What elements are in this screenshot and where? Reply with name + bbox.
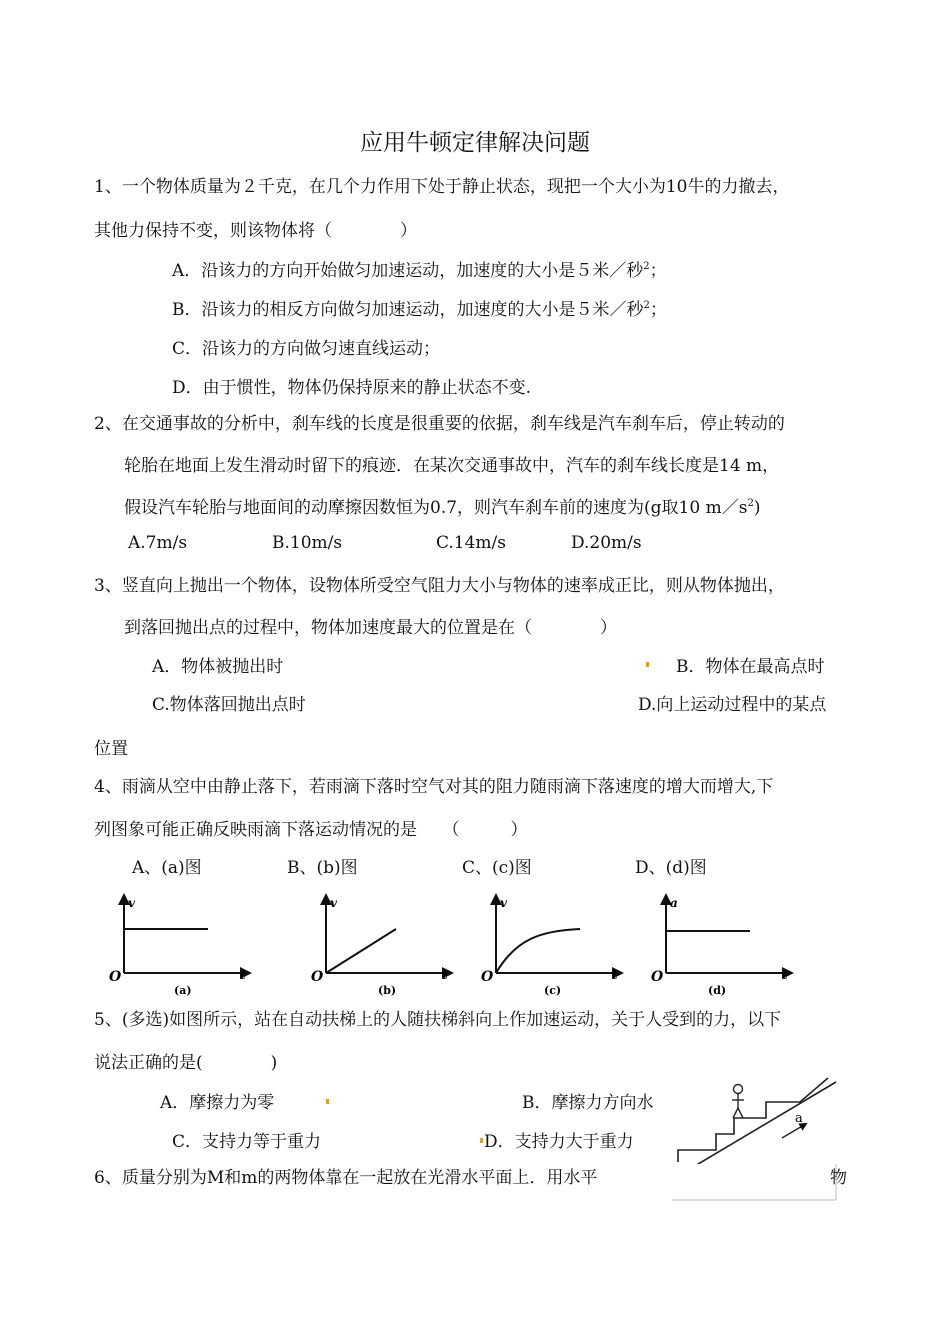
- escalator-incline: [678, 1082, 836, 1176]
- y-label: v: [128, 896, 135, 910]
- q1-option-b: B．沿该力的相反方向做匀加速运动，加速度的大小是５米／秒$^2$；: [172, 300, 667, 320]
- q2-option-a: A.7m/s: [128, 533, 188, 553]
- q4-line1: 4、雨滴从空中由静止落下，若雨滴下落时空气对其的阻力随雨滴下落速度的增大而增大,下: [94, 777, 774, 797]
- q5-option-a: A．摩擦力为零: [160, 1093, 275, 1113]
- y-label: v: [330, 896, 337, 910]
- graph-caption: (a): [174, 984, 192, 997]
- q3-line1: 3、竖直向上抛出一个物体，设物体所受空气阻力大小与物体的速率成正比，则从物体抛出，: [94, 576, 785, 596]
- q2-option-d: D.20m/s: [571, 533, 642, 553]
- stray-mark: [480, 1138, 483, 1143]
- q5-option-c: C．支持力等于重力: [172, 1132, 322, 1152]
- q5-option-d: D．支持力大于重力: [484, 1132, 634, 1152]
- q5-line1: 5、(多选)如图所示，站在自动扶梯上的人随扶梯斜向上作加速运动，关于人受到的力，以下: [94, 1010, 782, 1030]
- graph-caption: (b): [378, 984, 397, 997]
- graph-caption: (c): [544, 984, 562, 997]
- q1-line2: 其他力保持不变，则该物体将（ ）: [94, 221, 417, 241]
- q2-option-b: B.10m/s: [272, 533, 343, 553]
- q1-option-c: C．沿该力的方向做匀速直线运动；: [172, 339, 441, 359]
- page-title: 应用牛顿定律解决问题: [360, 130, 590, 156]
- escalator-figure: [672, 1072, 842, 1202]
- figure-mask: [672, 1164, 836, 1200]
- q1-option-a: A．沿该力的方向开始做匀加速运动，加速度的大小是５米／秒$^2$；: [172, 261, 667, 281]
- q3-option-d-continued: 位置: [94, 739, 128, 759]
- q6-line1-tail: 物: [830, 1168, 847, 1188]
- person-icon: [732, 1085, 744, 1119]
- origin-label: O: [481, 969, 494, 985]
- q3-option-c: C.物体落回抛出点时: [152, 695, 306, 715]
- acceleration-label: a: [795, 1111, 803, 1126]
- graph-caption: (d): [708, 984, 727, 997]
- q4-option-c: C、(c)图: [462, 858, 532, 878]
- stray-mark: [646, 662, 649, 667]
- q2-line1: 2、在交通事故的分析中，刹车线的长度是很重要的依据，刹车线是汽车刹车后，停止转动的: [94, 414, 785, 434]
- q3-line2: 到落回抛出点的过程中，物体加速度最大的位置是在（ ）: [124, 618, 617, 638]
- graph-a: [108, 893, 268, 999]
- graph-b: [310, 893, 470, 999]
- q1-option-d: D．由于惯性，物体仍保持原来的静止状态不变.: [172, 378, 532, 398]
- escalator-steps: [678, 1078, 828, 1162]
- y-label: a: [670, 896, 678, 910]
- q2-line2: 轮胎在地面上发生滑动时留下的痕迹．在某次交通事故中，汽车的刹车线长度是14 m，: [124, 456, 780, 476]
- q3-option-b: B．物体在最高点时: [676, 657, 825, 677]
- q4-option-b: B、(b)图: [287, 858, 358, 878]
- q6-line1: 6、质量分别为M和m的两物体靠在一起放在光滑水平面上．用水平: [94, 1168, 598, 1188]
- q3-option-d: D.向上运动过程中的某点: [638, 695, 827, 715]
- graph-c: [480, 893, 640, 999]
- x-label: t: [240, 968, 246, 982]
- q2-option-c: C.14m/s: [436, 533, 507, 553]
- q4-line2: 列图象可能正确反映雨滴下落运动情况的是 （ ）: [94, 820, 528, 840]
- q4-option-d: D、(d)图: [635, 858, 707, 878]
- q4-option-a: A、(a)图: [132, 858, 202, 878]
- y-label: v: [500, 896, 507, 910]
- origin-label: O: [651, 969, 664, 985]
- origin-label: O: [109, 969, 122, 985]
- stray-mark: [326, 1099, 329, 1104]
- x-label: t: [442, 968, 448, 982]
- origin-label: O: [311, 969, 324, 985]
- acceleration-arrow-icon: [782, 1125, 804, 1138]
- q5-option-b: B．摩擦力方向水: [522, 1093, 654, 1113]
- graph-d: [650, 893, 810, 999]
- curve: [496, 929, 580, 973]
- x-label: t: [782, 968, 788, 982]
- q5-line2: 说法正确的是( ): [94, 1053, 278, 1073]
- curve: [326, 929, 396, 973]
- x-label: t: [612, 968, 618, 982]
- q3-option-a: A．物体被抛出时: [152, 657, 284, 677]
- q1-line1: 1、一个物体质量为２千克，在几个力作用下处于静止状态，现把一个大小为10牛的力撤去，: [94, 177, 790, 197]
- q2-line3: 假设汽车轮胎与地面间的动摩擦因数恒为0.7，则汽车刹车前的速度为(g取10 $m/s^2$): [124, 498, 761, 518]
